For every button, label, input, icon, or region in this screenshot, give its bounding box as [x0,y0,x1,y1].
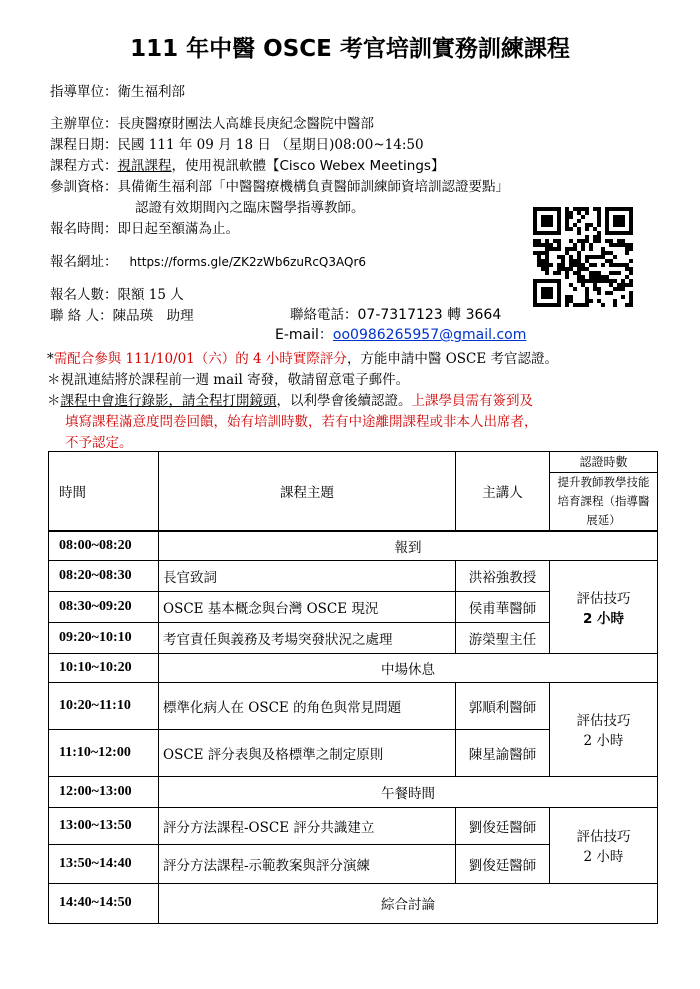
row-topic: 綜合討論 [159,883,658,923]
header-hours-sub: 提升教師教學技能培育課程（指導醫展延） [550,473,658,532]
course-date-line [50,133,424,153]
course-mode-line [50,154,444,174]
reg-url-link[interactable]: https://forms.gle/ZK2zWb6zuRcQ3AQr6 [129,255,367,269]
guide-label: 指導單位： [50,84,118,100]
header-speaker: 主講人 [456,452,550,532]
header-time: 時間 [49,452,159,532]
qual-line2: 認證有效期間內之臨床醫學指導教師。 [135,200,365,216]
email-label: E-mail： [275,327,333,343]
credit-hours-2 [550,682,658,776]
row-time: 11:10~12:00 [49,729,159,776]
date-value: 民國 111 年 09 月 18 日 （星期日)08:00~14:50 [117,137,424,153]
row-time: 10:20~11:10 [49,682,159,729]
mode-underlined: 視訊課程 [117,158,172,174]
note-3-underlined: 課程中會進行錄影，請全程打開鏡頭 [60,393,277,409]
reg-url-line [50,250,366,270]
count-label: 報名人數： [50,287,118,303]
note-3-black: ，以利學會後續認證。 [276,393,412,409]
row-speaker: 郭順利醫師 [456,682,550,729]
table-row [49,776,658,807]
count-line [50,283,184,303]
note-1 [47,347,558,367]
note-3-red1: 上課學員需有簽到及 [411,393,533,409]
row-time: 08:00~08:20 [49,531,159,560]
row-speaker: 陳星諭醫師 [456,729,550,776]
phone-line [290,303,501,324]
credit-2-a: 評估技巧 [576,713,631,729]
row-speaker: 侯甫華醫師 [456,591,550,622]
note-3-star: ＊ [47,393,61,409]
table-row [49,653,658,682]
phone-value: 07-7317123 轉 3664 [357,307,502,323]
row-speaker: 劉俊廷醫師 [456,844,550,883]
qr-code [533,207,633,307]
header-row [49,452,658,473]
table-row [49,807,658,844]
contact-label: 聯 絡 人： [50,308,113,324]
reg-time-label: 報名時間： [50,221,118,237]
row-topic: 評分方法課程-示範教案與評分演練 [159,844,456,883]
email-link[interactable]: oo0986265957@gmail.com [332,327,527,343]
page-title: 111 年中醫 OSCE 考官培訓實務訓練課程 [130,36,570,62]
qual-label: 參訓資格： [50,179,118,195]
note-1-red: 需配合參與 111/10/01（六）的 4 小時實際評分 [53,351,347,367]
row-speaker: 劉俊廷醫師 [456,807,550,844]
row-time: 08:20~08:30 [49,560,159,591]
note-1-star: * [47,351,54,367]
row-time: 14:40~14:50 [49,883,159,923]
row-time: 13:50~14:40 [49,844,159,883]
email-line [275,324,526,344]
credit-2-b: 2 小時 [583,733,624,749]
header-hours: 認證時數 [550,452,658,473]
credit-1-b: 2 小時 [582,610,625,627]
reg-time-line [50,217,239,237]
table-row [49,560,658,591]
credit-1-a: 評估技巧 [576,590,631,607]
note-3-red2: 填寫課程滿意度問卷回饋，始有培訓時數，若有中途離開課程或非本人出席者， [65,414,538,430]
host-label: 主辦單位： [50,116,118,132]
row-topic: 報到 [159,531,658,560]
note-2: ＊視訊連結將於課程前一週 mail 寄發，敬請留意電子郵件。 [47,372,410,388]
host-unit-line [50,112,374,132]
header-topic: 課程主題 [159,452,456,532]
row-topic: OSCE 評分表與及格標準之制定原則 [159,729,456,776]
table-row [49,531,658,560]
row-topic: 標準化病人在 OSCE 的角色與常見問題 [159,682,456,729]
note-1-black: ，方能申請中醫 OSCE 考官認證。 [346,351,559,367]
mode-label: 課程方式： [50,158,118,174]
host-value: 長庚醫療財團法人高雄長庚紀念醫院中醫部 [117,116,374,132]
row-topic: 考官責任與義務及考場突發狀況之處理 [159,622,456,653]
row-topic: 長官致詞 [159,560,456,591]
row-speaker: 洪裕強教授 [456,560,550,591]
credit-3-b: 2 小時 [583,849,624,865]
row-time: 10:10~10:20 [49,653,159,682]
row-time: 12:00~13:00 [49,776,159,807]
row-time: 09:20~10:10 [49,622,159,653]
phone-label: 聯絡電話： [290,307,358,323]
mode-end: 】 [430,158,445,174]
schedule-table [48,451,658,924]
contact-value: 陳品瑛 助理 [112,308,194,324]
guide-value: 衛生福利部 [117,84,185,100]
credit-3-a: 評估技巧 [576,829,631,845]
note-3 [47,389,533,409]
note-3-red3: 不予認定。 [65,435,133,451]
reg-time-value: 即日起至額滿為止。 [117,221,239,237]
date-label: 課程日期： [50,137,118,153]
count-value: 限額 15 人 [117,287,184,303]
row-topic: 評分方法課程-OSCE 評分共識建立 [159,807,456,844]
row-time: 08:30~09:20 [49,591,159,622]
guide-unit-line [50,80,185,100]
qual-line1: 具備衛生福利部「中醫醫療機構負責醫師訓練師資培訓認證要點」 [117,179,509,195]
qualification-line [50,175,509,195]
table-row [49,883,658,923]
row-time: 13:00~13:50 [49,807,159,844]
reg-url-label: 報名網址： [50,254,118,270]
row-topic: 中場休息 [159,653,658,682]
credit-hours-1 [550,560,658,653]
credit-hours-3 [550,807,658,883]
mode-software: Cisco Webex Meetings [279,158,431,174]
mode-middle: ，使用視訊軟體【 [171,158,280,174]
row-topic: OSCE 基本概念與台灣 OSCE 現況 [159,591,456,622]
table-row [49,682,658,729]
row-speaker: 游榮聖主任 [456,622,550,653]
row-topic: 午餐時間 [159,776,658,807]
contact-line [50,304,194,324]
